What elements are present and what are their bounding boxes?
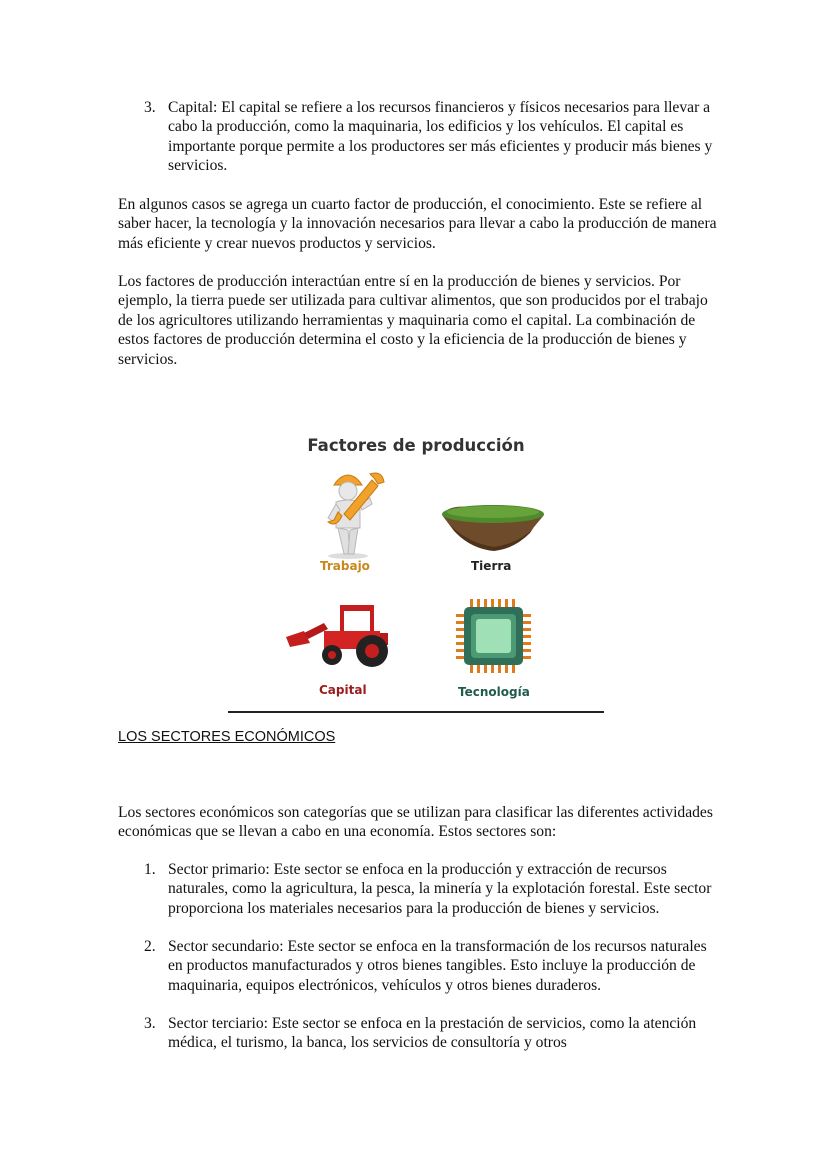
microchip-icon	[454, 598, 534, 674]
list-text: Sector secundario: Este sector se enfoca en la transformación de los recursos naturales en productos manufacturados y otros bienes tangibles. Esto incluye la producción de maquinaria, equipos electrónicos, vehículos y otros bienes duraderos.	[168, 938, 707, 994]
caption-tecnologia: Tecnología	[458, 685, 530, 699]
list-text: Capital: El capital se refiere a los recursos financieros y físicos necesarios para llevar a cabo la producción, como la maquinaria, los edificios y los vehículos. El capital es importante porque permite a los productores ser más eficientes y producir más bienes y servicios.	[168, 99, 713, 175]
caption-trabajo: Trabajo	[320, 559, 370, 573]
list-number: 1.	[144, 861, 156, 878]
list-text: Sector terciario: Este sector se enfoca en la prestación de servicios, como la atención médica, el turismo, la banca, los servicios de consultoría y otros	[168, 1015, 697, 1052]
list-text: Sector primario: Este sector se enfoca en la producción y extracción de recursos naturales, como la agricultura, la pesca, la minería y la explotación forestal. Este sector proporciona los materiales necesarios para la producción de bienes y servicios.	[168, 861, 712, 917]
paragraph-sectores-intro: Los sectores económicos son categorías que se utilizan para clasificar las diferentes actividades económicas que se llevan a cabo en una economía. Estos sectores son:	[118, 804, 713, 841]
paragraph-interaccion: Los factores de producción interactúan entre sí en la producción de bienes y servicios. Por ejemplo, la tierra puede ser utilizada para cultivar alimentos, que son producidos por el trabajo de los agricultores utilizando herramientas y maquinaria como el capital. La combinación de estos factores de producción determina el costo y la eficiencia de la producción de bienes y servicios.	[118, 273, 708, 368]
list-item-sector-terciario	[144, 1014, 718, 1053]
list-item-sector-secundario	[144, 937, 718, 995]
list-number: 3.	[144, 1015, 156, 1032]
figure-title: Factores de producción	[307, 436, 525, 455]
list-number: 2.	[144, 938, 156, 955]
section-heading: LOS SECTORES ECONÓMICOS	[118, 729, 336, 745]
paragraph-conocimiento: En algunos casos se agrega un cuarto factor de producción, el conocimiento. Este se refiere al saber hacer, la tecnología y la innovación necesarios para llevar a cabo la producción de manera más eficiente y crear nuevos productos y servicios.	[118, 196, 717, 252]
tractor-icon	[284, 603, 396, 671]
caption-tierra: Tierra	[471, 559, 512, 573]
land-icon	[438, 503, 548, 553]
list-item-sector-primario	[144, 860, 718, 918]
factores-figure	[228, 428, 604, 718]
worker-icon	[314, 468, 394, 560]
caption-capital: Capital	[319, 683, 367, 697]
list-item-capital	[144, 98, 718, 176]
figure-divider	[228, 711, 604, 713]
list-number: 3.	[144, 99, 156, 116]
